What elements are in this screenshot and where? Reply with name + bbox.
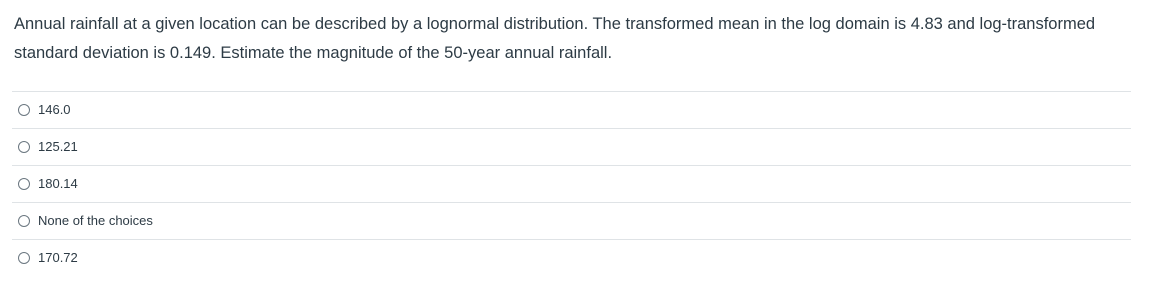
radio-button-icon[interactable]	[18, 252, 30, 264]
answer-list	[12, 91, 1131, 276]
radio-button-icon[interactable]	[18, 104, 30, 116]
question-text: Annual rainfall at a given location can be described by a lognormal distribution. The transformed mean in the log domain is 4.83 and log-transformed standard deviation is 0.149. Estimate the magnitude of the 50-year annual rainfall.	[14, 15, 1096, 62]
answer-option-2[interactable]	[12, 128, 1131, 165]
answer-label: 146.0	[38, 102, 71, 117]
answer-option-1[interactable]	[12, 91, 1131, 128]
answer-option-5[interactable]	[12, 239, 1131, 276]
radio-button-icon[interactable]	[18, 141, 30, 153]
radio-button-icon[interactable]	[18, 215, 30, 227]
answer-label: None of the choices	[38, 213, 153, 228]
answer-option-3[interactable]	[12, 165, 1131, 202]
answer-label: 180.14	[38, 176, 78, 191]
radio-button-icon[interactable]	[18, 178, 30, 190]
answer-label: 125.21	[38, 139, 78, 154]
answer-label: 170.72	[38, 250, 78, 265]
answer-option-4[interactable]	[12, 202, 1131, 239]
